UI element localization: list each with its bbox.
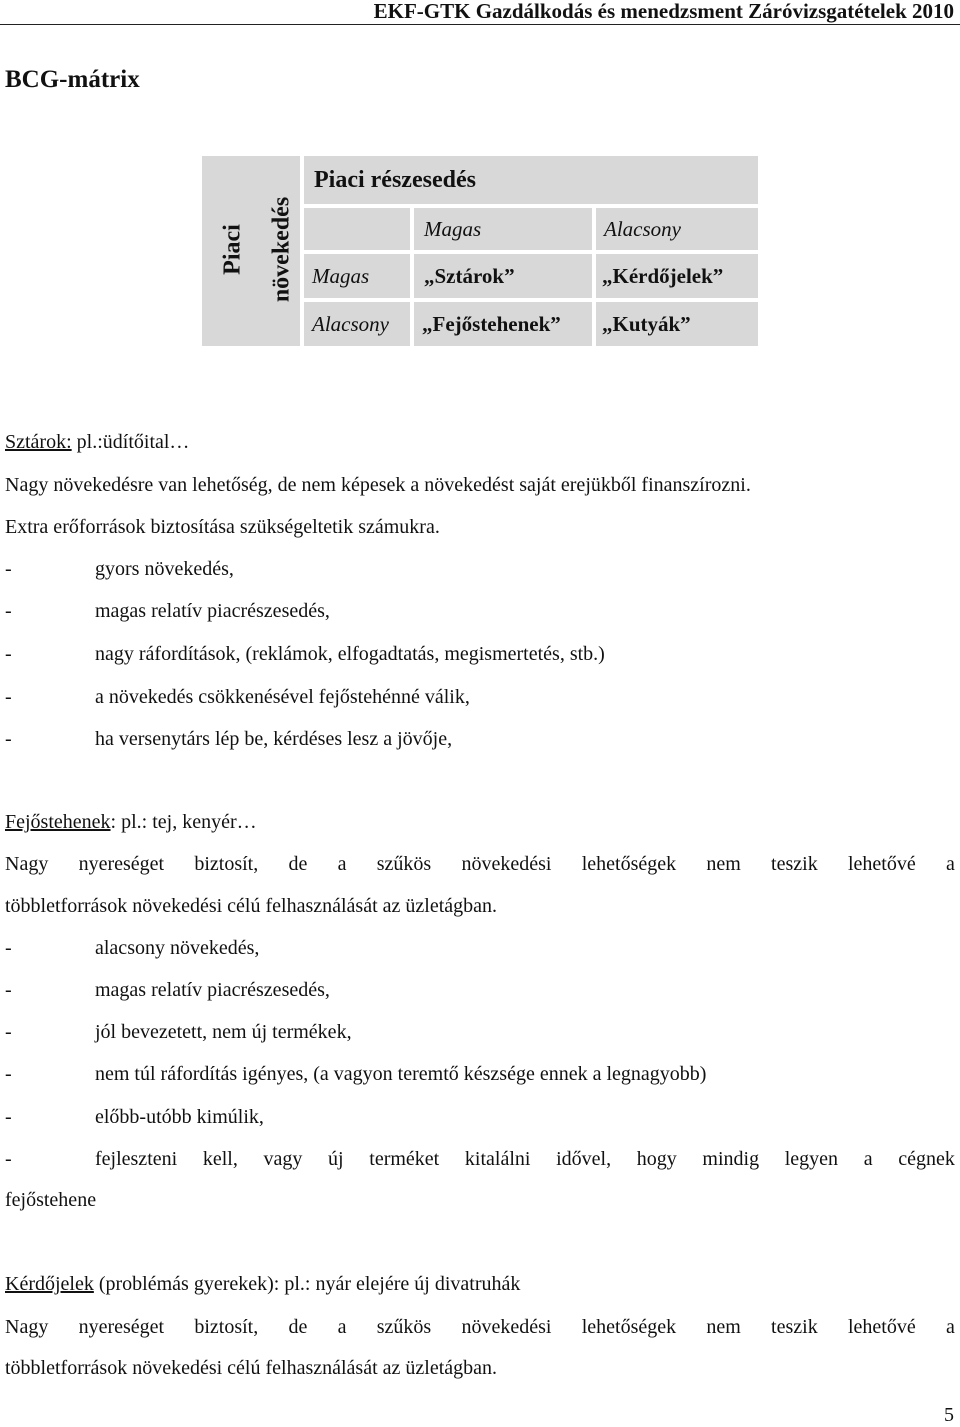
- word: a: [337, 853, 347, 875]
- axis-label-market-share: Piaci részesedés: [304, 156, 758, 204]
- cell-cash-cows: „Fejőstehenek”: [414, 302, 592, 346]
- word: nyereséget: [78, 1316, 165, 1338]
- word: biztosít,: [194, 853, 259, 875]
- word: kitalálni: [464, 1148, 531, 1170]
- list-dash: -: [5, 643, 12, 665]
- cows-heading: [5, 810, 955, 834]
- stars-paragraph-2: Extra erőforrások biztosítása szükségeltetik számukra.: [5, 516, 440, 538]
- questions-example: (problémás gyerekek): pl.: nyár elejére új divatruhák: [93, 1273, 521, 1295]
- word: lehetővé: [847, 1316, 916, 1338]
- stars-label: Sztárok:: [5, 431, 72, 453]
- col-header-high: Magas: [414, 208, 592, 250]
- list-dash: -: [5, 979, 12, 1001]
- cell-stars: „Sztárok”: [414, 254, 592, 298]
- list-dash: -: [5, 1063, 12, 1085]
- stars-example: pl.:üdítőital…: [71, 431, 190, 453]
- questions-paragraph-2: többletforrások növekedési célú felhasználását az üzletágban.: [5, 1357, 498, 1379]
- row-header-low: Alacsony: [304, 302, 410, 346]
- list-item: gyors növekedés,: [95, 558, 234, 580]
- word: szűkös: [376, 853, 432, 875]
- questions-paragraph-1: [5, 1315, 955, 1339]
- list-dash: -: [5, 600, 12, 622]
- cows-example: : pl.: tej, kenyér…: [110, 811, 257, 833]
- word: a: [863, 1148, 873, 1170]
- document-header: EKF-GTK Gazdálkodás és menedzsment Záróvizsgatételek 2010: [373, 0, 954, 23]
- page-number: 5: [944, 1404, 954, 1426]
- list-dash: -: [5, 1106, 12, 1128]
- word: kell,: [202, 1148, 238, 1170]
- word: nyereséget: [78, 853, 165, 875]
- word: biztosít,: [194, 1316, 259, 1338]
- list-dash: -: [5, 1148, 12, 1170]
- list-item: a növekedés csökkenésével fejőstehénné válik,: [95, 686, 470, 708]
- bcg-matrix: [202, 156, 758, 346]
- word: fejleszteni: [95, 1148, 178, 1170]
- word: nem: [706, 853, 741, 875]
- list-item: előbb-utóbb kimúlik,: [95, 1106, 264, 1128]
- word: növekedési: [461, 1316, 552, 1338]
- list-dash: -: [5, 1021, 12, 1043]
- axis-label-novekedes: növekedés: [268, 196, 295, 303]
- word: teszik: [771, 1316, 818, 1338]
- word: hogy: [636, 1148, 677, 1170]
- cows-paragraph-1: [5, 852, 955, 876]
- word: Nagy: [5, 1316, 49, 1338]
- word: cégnek: [898, 1148, 955, 1170]
- section-title: BCG-mátrix: [5, 66, 140, 93]
- word: új: [328, 1148, 344, 1170]
- word: lehetőségek: [581, 1316, 677, 1338]
- word: növekedési: [461, 853, 552, 875]
- list-item-justified: [95, 1147, 955, 1171]
- word: teszik: [771, 853, 818, 875]
- list-item: ha versenytárs lép be, kérdéses lesz a jövője,: [95, 728, 453, 750]
- list-item: magas relatív piacrészesedés,: [95, 979, 330, 1001]
- axis-label-piaci: Piaci: [219, 224, 246, 275]
- word: vagy: [263, 1148, 303, 1170]
- word: a: [945, 1316, 955, 1338]
- cell-dogs: „Kutyák”: [596, 302, 758, 346]
- cows-paragraph-2: többletforrások növekedési célú felhasználását az üzletágban.: [5, 895, 498, 917]
- questions-heading: [5, 1272, 955, 1296]
- questions-label: Kérdőjelek: [5, 1273, 94, 1295]
- word: terméket: [369, 1148, 440, 1170]
- list-dash: -: [5, 686, 12, 708]
- corner-cell: [304, 208, 410, 250]
- list-item: jól bevezetett, nem új termékek,: [95, 1021, 352, 1043]
- list-dash: -: [5, 728, 12, 750]
- vertical-axis-cell: [202, 156, 300, 346]
- list-dash: -: [5, 558, 12, 580]
- header-rule: [0, 24, 960, 25]
- word: a: [337, 1316, 347, 1338]
- stars-heading: [5, 430, 955, 454]
- row-header-high: Magas: [304, 254, 410, 298]
- word: nem: [706, 1316, 741, 1338]
- list-item: nagy ráfordítások, (reklámok, elfogadtatás, megismertetés, stb.): [95, 643, 605, 665]
- col-header-low: Alacsony: [596, 208, 758, 250]
- word: idővel,: [556, 1148, 612, 1170]
- stars-paragraph-1: Nagy növekedésre van lehetőség, de nem képesek a növekedést saját erejükből finanszírozni.: [5, 474, 751, 496]
- word: Nagy: [5, 853, 49, 875]
- word: legyen: [784, 1148, 839, 1170]
- word: lehetőségek: [581, 853, 677, 875]
- list-item: magas relatív piacrészesedés,: [95, 600, 330, 622]
- word: mindig: [702, 1148, 760, 1170]
- list-item: nem túl ráfordítás igényes, (a vagyon teremtő készsége ennek a legnagyobb): [95, 1063, 707, 1085]
- word: szűkös: [376, 1316, 432, 1338]
- list-dash: -: [5, 937, 12, 959]
- list-item-continuation: fejőstehene: [5, 1189, 97, 1211]
- cell-question-marks: „Kérdőjelek”: [596, 254, 758, 298]
- word: lehetővé: [847, 853, 916, 875]
- word: de: [288, 1316, 308, 1338]
- word: a: [945, 853, 955, 875]
- list-item: alacsony növekedés,: [95, 937, 260, 959]
- word: de: [288, 853, 308, 875]
- cows-label: Fejőstehenek: [5, 811, 111, 833]
